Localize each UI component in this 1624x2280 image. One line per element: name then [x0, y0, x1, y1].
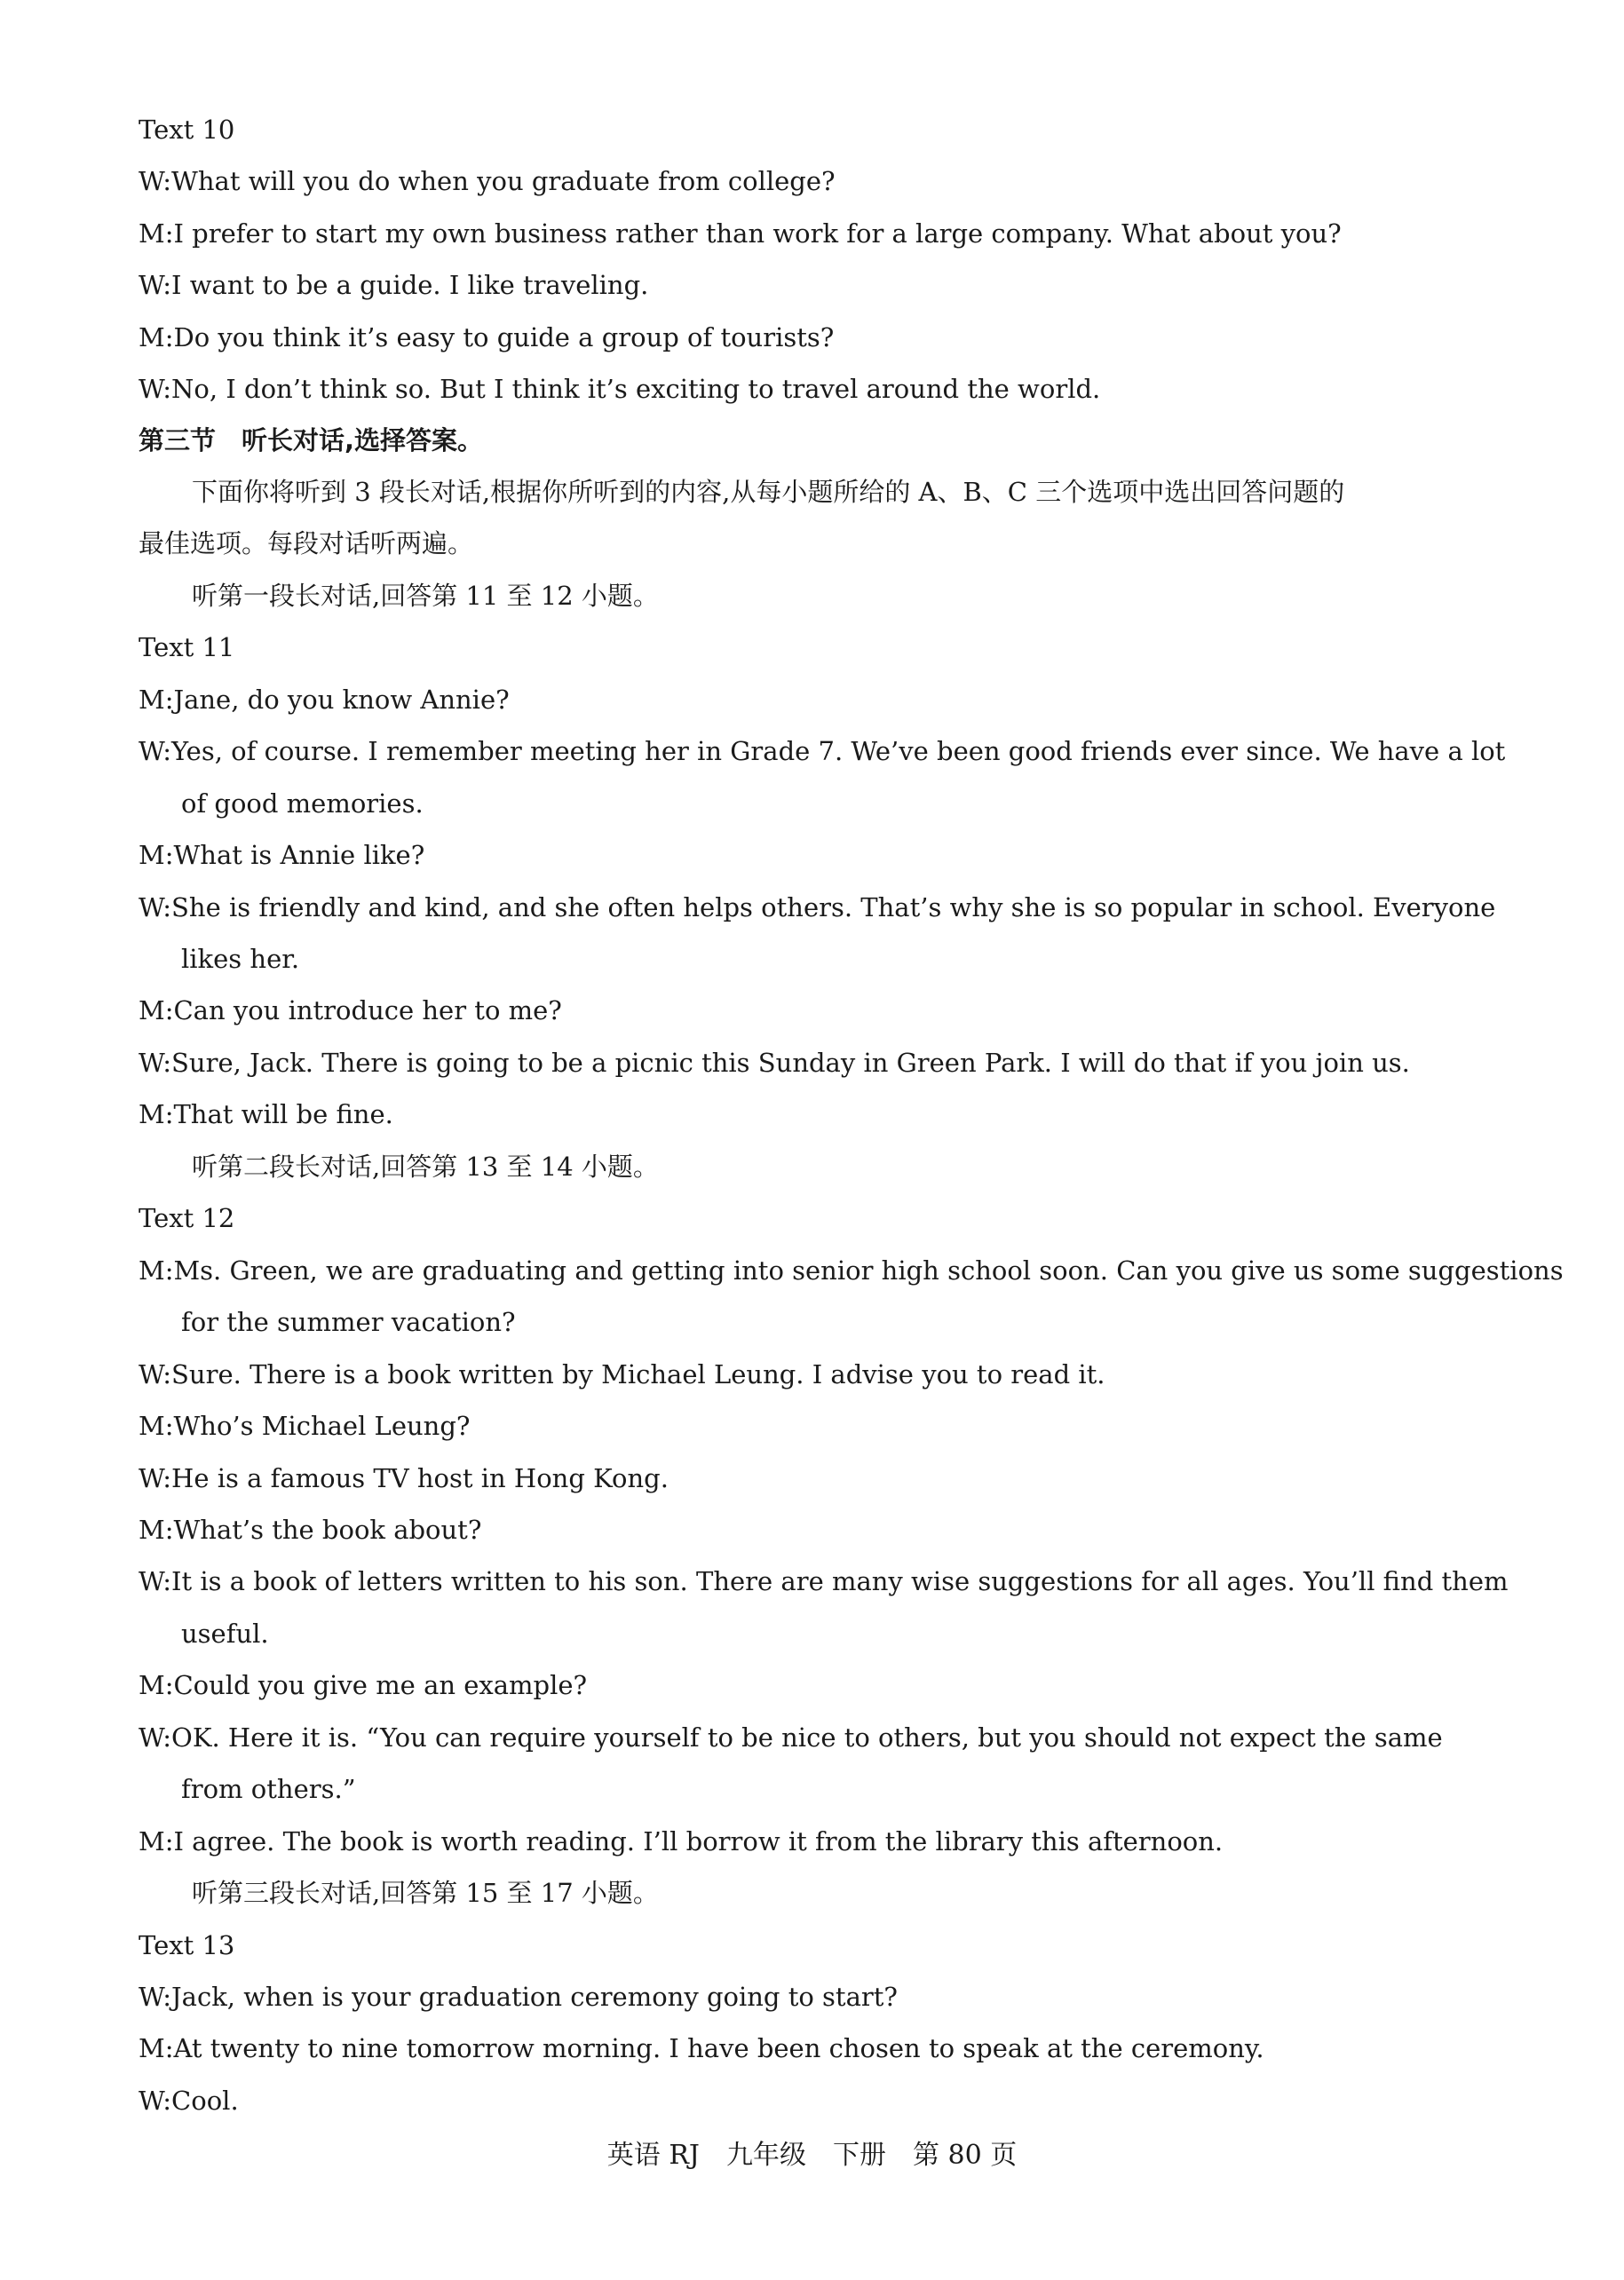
dialogue-line-cont: for the summer vacation?: [181, 1307, 516, 1337]
dialogue-line: M:What’s the book about?: [139, 1515, 482, 1545]
dialogue-line: W:Jack, when is your graduation ceremony going to start?: [139, 1982, 898, 2012]
section-instruction-cont: 最佳选项。每段对话听两遍。: [139, 528, 474, 558]
dialogue-line: W:Yes, of course. I remember meeting her in Grade 7. We’ve been good friends ever since. We have a lot: [139, 736, 1506, 766]
dialogue-line: M:At twenty to nine tomorrow morning. I have been chosen to speak at the ceremony.: [139, 2033, 1264, 2063]
text13-heading: Text 13: [139, 1930, 235, 1960]
dialogue-line-cont: from others.”: [181, 1774, 356, 1804]
dialogue-line: M:I prefer to start my own business rather than work for a large company. What about you?: [139, 218, 1342, 249]
page-footer: 英语 RJ 九年级 下册 第 80 页: [606, 2140, 1018, 2171]
dialogue-line: W:No, I don’t think so. But I think it’s exciting to travel around the world.: [139, 374, 1101, 404]
text13-prompt: 听第三段长对话,回答第 15 至 17 小题。: [192, 1878, 659, 1908]
dialogue-line: W:Sure. There is a book written by Michael Leung. I advise you to read it.: [139, 1359, 1105, 1389]
text10-heading: Text 10: [139, 115, 235, 145]
dialogue-line: W:I want to be a guide. I like traveling.: [139, 270, 649, 300]
dialogue-line: W:OK. Here it is. “You can require yourself to be nice to others, but you should not expect the same: [139, 1722, 1443, 1753]
dialogue-line: M:What is Annie like?: [139, 840, 425, 870]
dialogue-line: M:I agree. The book is worth reading. I’ll borrow it from the library this afternoon.: [139, 1826, 1224, 1856]
dialogue-line: M:That will be fine.: [139, 1099, 393, 1129]
text11-prompt: 听第一段长对话,回答第 11 至 12 小题。: [192, 581, 659, 611]
dialogue-line: W:What will you do when you graduate from college?: [139, 166, 836, 196]
section-instruction: 下面你将听到 3 段长对话,根据你所听到的内容,从每小题所给的 A、B、C 三个选项中选出回答问题的: [192, 477, 1345, 507]
text12-heading: Text 12: [139, 1203, 235, 1233]
dialogue-line: M:Could you give me an example?: [139, 1670, 588, 1700]
dialogue-line: M:Can you introduce her to me?: [139, 995, 562, 1025]
dialogue-line: M:Do you think it’s easy to guide a group of tourists?: [139, 322, 835, 352]
dialogue-line-cont: of good memories.: [181, 788, 424, 819]
section-title: 第三节 听长对话,选择答案。: [139, 425, 484, 455]
text11-heading: Text 11: [139, 632, 235, 662]
dialogue-line: W:He is a famous TV host in Hong Kong.: [139, 1463, 669, 1493]
dialogue-line: M:Jane, do you know Annie?: [139, 685, 510, 715]
dialogue-line: W:Cool.: [139, 2086, 239, 2116]
dialogue-line: W:Sure, Jack. There is going to be a picnic this Sunday in Green Park. I will do that if you join us.: [139, 1048, 1410, 1078]
dialogue-line: W:She is friendly and kind, and she often helps others. That’s why she is so popular in school. Everyone: [139, 892, 1496, 922]
dialogue-line-cont: likes her.: [181, 944, 300, 974]
dialogue-line: M:Who’s Michael Leung?: [139, 1411, 471, 1441]
dialogue-line-cont: useful.: [181, 1619, 269, 1649]
text12-prompt: 听第二段长对话,回答第 13 至 14 小题。: [192, 1152, 659, 1182]
dialogue-line: W:It is a book of letters written to his son. There are many wise suggestions for all ages. You’ll find them: [139, 1566, 1509, 1596]
dialogue-line: M:Ms. Green, we are graduating and getting into senior high school soon. Can you give us some suggestions: [139, 1255, 1564, 1286]
